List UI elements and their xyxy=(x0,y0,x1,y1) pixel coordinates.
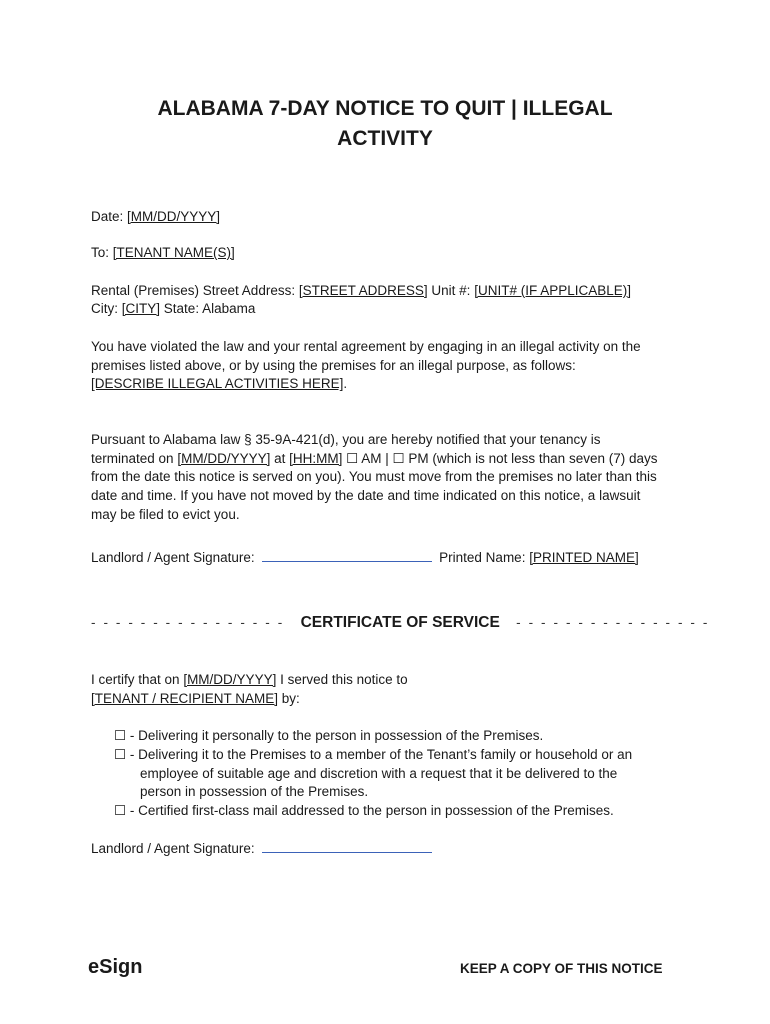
pursuant-line-3: from the date this notice is served on you). You must move from the premises no later than this xyxy=(91,469,657,485)
document-title xyxy=(90,94,680,154)
violation-period: . xyxy=(343,376,348,392)
certify-paragraph xyxy=(91,671,681,708)
date-label: Date: xyxy=(91,209,124,224)
certify-line-2b: by: xyxy=(281,690,300,706)
certificate-heading-row xyxy=(91,612,710,634)
termination-time-field[interactable]: [HH:MM] xyxy=(289,450,343,466)
signature-line-2[interactable] xyxy=(262,841,432,853)
termination-date-field[interactable]: [MM/DD/YYYY] xyxy=(177,450,271,466)
title-line-1: ALABAMA 7-DAY NOTICE TO QUIT | ILLEGAL xyxy=(157,97,613,120)
street-label: Rental (Premises) Street Address: xyxy=(91,283,296,298)
signature-line-1[interactable] xyxy=(262,550,432,562)
certificate-heading: CERTIFICATE OF SERVICE xyxy=(300,614,500,631)
pursuant-line-2b: at xyxy=(274,450,286,466)
signature-label-1: Landlord / Agent Signature: xyxy=(91,550,255,565)
violation-paragraph xyxy=(91,338,681,394)
dash-divider-left: - - - - - - - - - - - - - - - - xyxy=(91,615,285,630)
street-address-line xyxy=(91,282,631,301)
state-value: Alabama xyxy=(202,301,256,316)
printed-name-field[interactable]: [PRINTED NAME] xyxy=(529,550,639,565)
signature-row-2 xyxy=(91,840,435,859)
to-label: To: xyxy=(91,245,110,260)
title-line-2: ACTIVITY xyxy=(337,127,433,150)
city-field[interactable]: [CITY] xyxy=(121,301,161,316)
signature-label-2: Landlord / Agent Signature: xyxy=(91,841,255,856)
service-option-personal[interactable] xyxy=(114,727,543,746)
dash-divider-right: - - - - - - - - - - - - - - - - xyxy=(516,615,710,630)
service-option-mail[interactable] xyxy=(114,802,614,821)
option-2-line-3: person in possession of the Premises. xyxy=(140,784,369,800)
service-option-premises[interactable] xyxy=(114,746,632,802)
date-field[interactable]: [MM/DD/YYYY] xyxy=(127,209,221,224)
certify-line-1a: I certify that on xyxy=(91,672,180,687)
city-label: City: xyxy=(91,301,118,316)
certify-line-1b: I served this notice to xyxy=(280,672,408,687)
pursuant-line-2a: terminated on xyxy=(91,450,174,466)
pursuant-line-5: may be filed to evict you. xyxy=(91,506,240,522)
am-pm-checkboxes[interactable]: ☐ AM | ☐ PM (which is not less than seven (7) days xyxy=(346,450,658,466)
footer-keep-copy: KEEP A COPY OF THIS NOTICE xyxy=(460,961,663,976)
state-label: State: xyxy=(163,301,200,316)
city-state-line xyxy=(91,300,255,319)
pursuant-line-4: date and time. If you have not moved by the date and time indicated on this notice, a lawsuit xyxy=(91,488,641,504)
violation-line-1: You have violated the law and your rental agreement by engaging in an illegal activity on the xyxy=(91,339,641,354)
unit-label: Unit #: xyxy=(431,283,471,298)
printed-name-label: Printed Name: xyxy=(439,550,526,565)
service-date-field[interactable]: [MM/DD/YYYY] xyxy=(183,672,277,687)
option-1-text[interactable]: ☐ - Delivering it personally to the person in possession of the Premises. xyxy=(114,728,544,743)
unit-field[interactable]: [UNIT# (IF APPLICABLE)] xyxy=(474,283,631,298)
street-address-field[interactable]: [STREET ADDRESS] xyxy=(298,283,428,298)
date-line xyxy=(91,208,220,227)
esign-logo: eSign xyxy=(88,956,143,978)
pursuant-line-1: Pursuant to Alabama law § 35-9A-421(d), you are hereby notified that your tenancy is xyxy=(91,432,601,447)
option-2-line-1[interactable]: ☐ - Delivering it to the Premises to a member of the Tenant’s family or household or an xyxy=(114,747,633,762)
to-line xyxy=(91,244,235,263)
signature-row-1 xyxy=(91,549,639,568)
option-2-line-2: employee of suitable age and discretion with a request that it be delivered to the xyxy=(140,765,618,781)
illegal-activity-field[interactable]: [DESCRIBE ILLEGAL ACTIVITIES HERE] xyxy=(91,376,344,392)
option-3-text[interactable]: ☐ - Certified first-class mail addressed to the person in possession of the Premises. xyxy=(114,803,614,818)
recipient-name-field[interactable]: [TENANT / RECIPIENT NAME] xyxy=(91,690,279,706)
pursuant-paragraph xyxy=(91,431,681,525)
tenant-name-field[interactable]: [TENANT NAME(S)] xyxy=(112,245,235,260)
violation-line-2: premises listed above, or by using the premises for an illegal purpose, as follows: xyxy=(91,357,576,373)
